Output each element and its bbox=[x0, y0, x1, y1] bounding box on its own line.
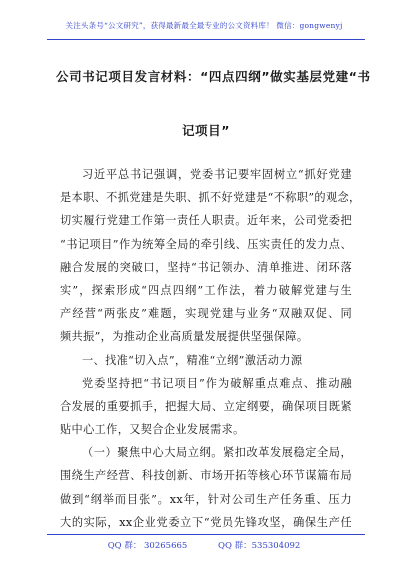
body-line: 习近平总书记强调，党委书记要牢固树立“抓好党建 bbox=[82, 168, 352, 181]
body-line: 党委坚持把“书记项目”作为破解重点难点、推动融 bbox=[82, 376, 352, 390]
subsection-line: （一）聚焦中心大局立纲。紧扣改革发展稳定全局， bbox=[82, 446, 352, 460]
body-text bbox=[60, 163, 361, 534]
body-line: 大的实际，xx企业党委立下“党员先锋攻坚，确保生产任 bbox=[60, 515, 352, 529]
body-line: 频共振”，为推动企业高质量发展提供坚强保障。 bbox=[60, 330, 309, 344]
body-line: 合发展的重要抓手，把握大局、立定纲要，确保项目既紧 bbox=[60, 399, 352, 413]
body-line: 切实履行党建工作第一责任人职责。近年来，公司党委把 bbox=[60, 214, 352, 228]
footer-divider bbox=[47, 534, 365, 535]
document-title-line-2: 记项目” bbox=[181, 123, 231, 138]
body-line: 融合发展的突破口，坚持“书记领办、清单推进、闭环落 bbox=[60, 260, 352, 274]
body-line: 是本职、不抓党建是失职、抓不好党建是“不称职”的观念， bbox=[60, 191, 361, 205]
body-line: 产经营“两张皮”难题，实现党建与业务“双融双促、同 bbox=[60, 307, 352, 321]
body-line: 围绕生产经营、科技创新、市场开拓等核心环节谋篇布局 bbox=[60, 469, 352, 483]
body-line: 做到“纲举而目张”。xx年，针对公司生产任务重、压力 bbox=[60, 492, 352, 506]
document-title-line-1: 公司书记项目发言材料：“四点四纲”做实基层党建“书 bbox=[56, 69, 371, 84]
footer bbox=[0, 539, 408, 551]
footer-qq-group-2: QQ 群：535304092 bbox=[218, 541, 301, 551]
footer-qq-group-1: QQ 群： 30265665 bbox=[107, 541, 188, 551]
header-banner: 关注头条号“公文研究”，获得最新最全最专业的公文资料库！ 微信：gongwenyj bbox=[65, 21, 343, 30]
header-divider bbox=[47, 39, 365, 40]
body-line: 贴中心工作，又契合企业发展需求。 bbox=[60, 423, 245, 437]
body-line: “书记项目”作为统筹全局的牵引线、压实责任的发力点、 bbox=[60, 237, 352, 251]
body-line: 实”，探索形成“四点四纲”工作法，着力破解党建与生 bbox=[60, 283, 352, 297]
section-heading: 一、找准“切入点”，精准“立纲”激活动力源 bbox=[82, 353, 303, 367]
